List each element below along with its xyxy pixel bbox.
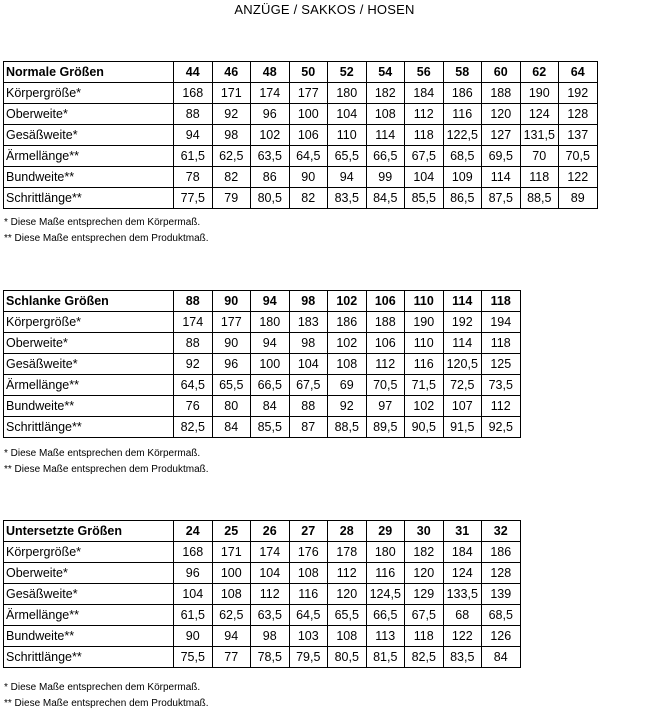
- table-cell: 122: [443, 626, 482, 647]
- table-cell: 106: [366, 333, 405, 354]
- table-cell: 107: [443, 396, 482, 417]
- table-cell: 69: [328, 375, 367, 396]
- table-cell: 120,5: [443, 354, 482, 375]
- row-label: Körpergröße*: [4, 542, 174, 563]
- table-cell: 112: [405, 104, 444, 125]
- row-label: Schrittlänge**: [4, 417, 174, 438]
- table-cell: 116: [405, 354, 444, 375]
- table-row: [4, 333, 521, 354]
- table-cell: 192: [559, 83, 598, 104]
- table-cell: 116: [289, 584, 328, 605]
- table-cell: 79: [212, 188, 251, 209]
- table-cell: 100: [289, 104, 328, 125]
- table-row: [4, 542, 521, 563]
- table-cell: 168: [174, 542, 213, 563]
- table-cell: 118: [405, 626, 444, 647]
- table-cell: 66,5: [366, 146, 405, 167]
- size-header: 24: [174, 521, 213, 542]
- table-cell: 106: [289, 125, 328, 146]
- size-header: 50: [289, 62, 328, 83]
- table-cell: 127: [482, 125, 521, 146]
- size-table-slim: [3, 290, 521, 438]
- footnotes-normal: [4, 215, 209, 247]
- table-cell: 116: [366, 563, 405, 584]
- table-cell: 171: [212, 542, 251, 563]
- table-cell: 90: [212, 333, 251, 354]
- table-cell: 125: [482, 354, 521, 375]
- table-cell: 70: [520, 146, 559, 167]
- table-cell: 82: [289, 188, 328, 209]
- table-cell: 110: [405, 333, 444, 354]
- table-cell: 78,5: [251, 647, 290, 668]
- table-row: [4, 584, 521, 605]
- size-header: 54: [366, 62, 405, 83]
- row-label: Ärmellänge**: [4, 375, 174, 396]
- table-cell: 62,5: [212, 146, 251, 167]
- table-cell: 87,5: [482, 188, 521, 209]
- table-cell: 90,5: [405, 417, 444, 438]
- table-cell: 112: [328, 563, 367, 584]
- table-cell: 84: [251, 396, 290, 417]
- table-cell: 79,5: [289, 647, 328, 668]
- footnote-product-measure: ** Diese Maße entsprechen dem Produktmaß.: [4, 464, 209, 475]
- table-cell: 64,5: [174, 375, 213, 396]
- table-cell: 112: [482, 396, 521, 417]
- table-cell: 96: [212, 354, 251, 375]
- table-cell: 183: [289, 312, 328, 333]
- table-cell: 90: [289, 167, 328, 188]
- table-cell: 64,5: [289, 605, 328, 626]
- table-cell: 180: [366, 542, 405, 563]
- table-cell: 104: [328, 104, 367, 125]
- table-cell: 61,5: [174, 605, 213, 626]
- table-cell: 80: [212, 396, 251, 417]
- table-cell: 129: [405, 584, 444, 605]
- table-cell: 100: [251, 354, 290, 375]
- table-cell: 80,5: [251, 188, 290, 209]
- row-label: Körpergröße*: [4, 312, 174, 333]
- table-cell: 63,5: [251, 146, 290, 167]
- table-cell: 83,5: [328, 188, 367, 209]
- table-cell: 88,5: [328, 417, 367, 438]
- size-header: 58: [443, 62, 482, 83]
- table-cell: 186: [328, 312, 367, 333]
- table-cell: 75,5: [174, 647, 213, 668]
- table-cell: 88: [289, 396, 328, 417]
- table-cell: 63,5: [251, 605, 290, 626]
- footnotes-slim: [4, 446, 209, 478]
- table-cell: 84: [482, 647, 521, 668]
- table-cell: 92: [328, 396, 367, 417]
- size-header: 64: [559, 62, 598, 83]
- table-row: [4, 375, 521, 396]
- row-label: Schrittlänge**: [4, 188, 174, 209]
- table-cell: 174: [174, 312, 213, 333]
- table-cell: 122: [559, 167, 598, 188]
- table-cell: 188: [366, 312, 405, 333]
- size-header: 29: [366, 521, 405, 542]
- table-row: [4, 354, 521, 375]
- table-cell: 94: [251, 333, 290, 354]
- size-header: 48: [251, 62, 290, 83]
- row-label: Bundweite**: [4, 396, 174, 417]
- table-row: [4, 83, 598, 104]
- table-cell: 77: [212, 647, 251, 668]
- table-cell: 124: [443, 563, 482, 584]
- table-cell: 182: [405, 542, 444, 563]
- table-cell: 97: [366, 396, 405, 417]
- table-cell: 184: [405, 83, 444, 104]
- table-row: [4, 104, 598, 125]
- table-cell: 94: [212, 626, 251, 647]
- table-heading: Untersetzte Größen: [4, 521, 174, 542]
- size-header: 56: [405, 62, 444, 83]
- table-cell: 112: [251, 584, 290, 605]
- table-cell: 80,5: [328, 647, 367, 668]
- row-label: Ärmellänge**: [4, 605, 174, 626]
- row-label: Gesäßweite*: [4, 584, 174, 605]
- table-cell: 92: [174, 354, 213, 375]
- table-cell: 92: [212, 104, 251, 125]
- row-label: Ärmellänge**: [4, 146, 174, 167]
- table-row: [4, 396, 521, 417]
- table-cell: 114: [482, 167, 521, 188]
- table-cell: 61,5: [174, 146, 213, 167]
- table-cell: 186: [443, 83, 482, 104]
- size-header: 32: [482, 521, 521, 542]
- footnote-product-measure: ** Diese Maße entsprechen dem Produktmaß.: [4, 233, 209, 244]
- table-cell: 90: [174, 626, 213, 647]
- table-cell: 184: [443, 542, 482, 563]
- size-header: 88: [174, 291, 213, 312]
- table-cell: 188: [482, 83, 521, 104]
- table-cell: 87: [289, 417, 328, 438]
- size-header: 26: [251, 521, 290, 542]
- table-cell: 86: [251, 167, 290, 188]
- size-table-stocky: [3, 520, 521, 668]
- table-row: [4, 146, 598, 167]
- table-cell: 104: [289, 354, 328, 375]
- table-cell: 68: [443, 605, 482, 626]
- size-header: 46: [212, 62, 251, 83]
- table-cell: 118: [405, 125, 444, 146]
- table-cell: 177: [289, 83, 328, 104]
- page-title: ANZÜGE / SAKKOS / HOSEN: [234, 2, 415, 17]
- table-heading: Schlanke Größen: [4, 291, 174, 312]
- table-cell: 110: [328, 125, 367, 146]
- table-cell: 88: [174, 104, 213, 125]
- table-cell: 70,5: [559, 146, 598, 167]
- table-cell: 64,5: [289, 146, 328, 167]
- table-cell: 128: [559, 104, 598, 125]
- table-cell: 71,5: [405, 375, 444, 396]
- table-cell: 65,5: [328, 605, 367, 626]
- size-table-normal: [3, 61, 598, 209]
- table-cell: 120: [482, 104, 521, 125]
- table-cell: 77,5: [174, 188, 213, 209]
- table-cell: 108: [366, 104, 405, 125]
- table-cell: 118: [520, 167, 559, 188]
- row-label: Körpergröße*: [4, 83, 174, 104]
- header-row: [4, 62, 598, 83]
- header-row: [4, 291, 521, 312]
- table-cell: 114: [443, 333, 482, 354]
- size-header: 98: [289, 291, 328, 312]
- table-cell: 186: [482, 542, 521, 563]
- table-cell: 82,5: [174, 417, 213, 438]
- table-cell: 66,5: [251, 375, 290, 396]
- table-cell: 104: [174, 584, 213, 605]
- table-cell: 68,5: [443, 146, 482, 167]
- table-cell: 96: [174, 563, 213, 584]
- table-cell: 66,5: [366, 605, 405, 626]
- size-header: 114: [443, 291, 482, 312]
- size-header: 60: [482, 62, 521, 83]
- table-cell: 67,5: [405, 605, 444, 626]
- table-cell: 85,5: [405, 188, 444, 209]
- table-row: [4, 647, 521, 668]
- table-cell: 102: [405, 396, 444, 417]
- table-cell: 133,5: [443, 584, 482, 605]
- table-cell: 124,5: [366, 584, 405, 605]
- table-cell: 82,5: [405, 647, 444, 668]
- size-header: 62: [520, 62, 559, 83]
- table-cell: 89,5: [366, 417, 405, 438]
- table-cell: 103: [289, 626, 328, 647]
- table-cell: 108: [328, 626, 367, 647]
- table-cell: 78: [174, 167, 213, 188]
- table-cell: 113: [366, 626, 405, 647]
- table-cell: 98: [212, 125, 251, 146]
- table-cell: 116: [443, 104, 482, 125]
- table-cell: 91,5: [443, 417, 482, 438]
- table-cell: 118: [482, 333, 521, 354]
- table-cell: 177: [212, 312, 251, 333]
- table-cell: 67,5: [405, 146, 444, 167]
- table-cell: 112: [366, 354, 405, 375]
- row-label: Oberweite*: [4, 333, 174, 354]
- table-cell: 108: [212, 584, 251, 605]
- table-cell: 109: [443, 167, 482, 188]
- size-header: 27: [289, 521, 328, 542]
- size-header: 90: [212, 291, 251, 312]
- table-cell: 108: [289, 563, 328, 584]
- footnote-body-measure: * Diese Maße entsprechen dem Körpermaß.: [4, 682, 201, 693]
- table-cell: 122,5: [443, 125, 482, 146]
- header-row: [4, 521, 521, 542]
- table-row: [4, 312, 521, 333]
- table-cell: 192: [443, 312, 482, 333]
- table-cell: 96: [251, 104, 290, 125]
- row-label: Gesäßweite*: [4, 125, 174, 146]
- table-row: [4, 125, 598, 146]
- table-cell: 88: [174, 333, 213, 354]
- table-cell: 174: [251, 83, 290, 104]
- size-header: 94: [251, 291, 290, 312]
- table-cell: 171: [212, 83, 251, 104]
- table-cell: 99: [366, 167, 405, 188]
- size-header: 118: [482, 291, 521, 312]
- footnote-body-measure: * Diese Maße entsprechen dem Körpermaß.: [4, 217, 201, 228]
- size-header: 52: [328, 62, 367, 83]
- table-cell: 104: [405, 167, 444, 188]
- table-cell: 190: [405, 312, 444, 333]
- size-header: 102: [328, 291, 367, 312]
- table-row: [4, 563, 521, 584]
- table-cell: 182: [366, 83, 405, 104]
- table-cell: 180: [251, 312, 290, 333]
- table-row: [4, 188, 598, 209]
- table-cell: 180: [328, 83, 367, 104]
- table-cell: 178: [328, 542, 367, 563]
- table-cell: 65,5: [328, 146, 367, 167]
- table-cell: 190: [520, 83, 559, 104]
- table-cell: 88,5: [520, 188, 559, 209]
- table-cell: 94: [174, 125, 213, 146]
- table-row: [4, 167, 598, 188]
- size-header: 44: [174, 62, 213, 83]
- row-label: Bundweite**: [4, 626, 174, 647]
- table-cell: 114: [366, 125, 405, 146]
- table-cell: 194: [482, 312, 521, 333]
- table-cell: 128: [482, 563, 521, 584]
- table-cell: 67,5: [289, 375, 328, 396]
- size-header: 110: [405, 291, 444, 312]
- size-header: 28: [328, 521, 367, 542]
- table-cell: 168: [174, 83, 213, 104]
- table-cell: 174: [251, 542, 290, 563]
- table-cell: 131,5: [520, 125, 559, 146]
- table-cell: 83,5: [443, 647, 482, 668]
- table-cell: 124: [520, 104, 559, 125]
- table-cell: 98: [251, 626, 290, 647]
- table-cell: 82: [212, 167, 251, 188]
- table-cell: 94: [328, 167, 367, 188]
- size-header: 31: [443, 521, 482, 542]
- row-label: Schrittlänge**: [4, 647, 174, 668]
- table-cell: 92,5: [482, 417, 521, 438]
- table-row: [4, 605, 521, 626]
- row-label: Oberweite*: [4, 563, 174, 584]
- table-cell: 81,5: [366, 647, 405, 668]
- table-cell: 68,5: [482, 605, 521, 626]
- size-header: 25: [212, 521, 251, 542]
- size-header: 30: [405, 521, 444, 542]
- table-cell: 70,5: [366, 375, 405, 396]
- table-cell: 108: [328, 354, 367, 375]
- table-cell: 100: [212, 563, 251, 584]
- footnote-body-measure: * Diese Maße entsprechen dem Körpermaß.: [4, 448, 201, 459]
- row-label: Gesäßweite*: [4, 354, 174, 375]
- table-heading: Normale Größen: [4, 62, 174, 83]
- table-cell: 176: [289, 542, 328, 563]
- row-label: Bundweite**: [4, 167, 174, 188]
- footnote-product-measure: ** Diese Maße entsprechen dem Produktmaß.: [4, 698, 209, 709]
- table-cell: 84,5: [366, 188, 405, 209]
- table-cell: 62,5: [212, 605, 251, 626]
- table-cell: 137: [559, 125, 598, 146]
- table-cell: 69,5: [482, 146, 521, 167]
- table-cell: 73,5: [482, 375, 521, 396]
- table-cell: 104: [251, 563, 290, 584]
- table-cell: 98: [289, 333, 328, 354]
- table-cell: 86,5: [443, 188, 482, 209]
- table-row: [4, 417, 521, 438]
- table-cell: 76: [174, 396, 213, 417]
- table-row: [4, 626, 521, 647]
- table-cell: 120: [405, 563, 444, 584]
- table-cell: 102: [328, 333, 367, 354]
- table-cell: 102: [251, 125, 290, 146]
- footnotes-stocky: [4, 680, 209, 712]
- table-cell: 85,5: [251, 417, 290, 438]
- table-cell: 89: [559, 188, 598, 209]
- table-cell: 84: [212, 417, 251, 438]
- table-cell: 120: [328, 584, 367, 605]
- table-cell: 139: [482, 584, 521, 605]
- table-cell: 126: [482, 626, 521, 647]
- table-cell: 72,5: [443, 375, 482, 396]
- row-label: Oberweite*: [4, 104, 174, 125]
- table-cell: 65,5: [212, 375, 251, 396]
- size-header: 106: [366, 291, 405, 312]
